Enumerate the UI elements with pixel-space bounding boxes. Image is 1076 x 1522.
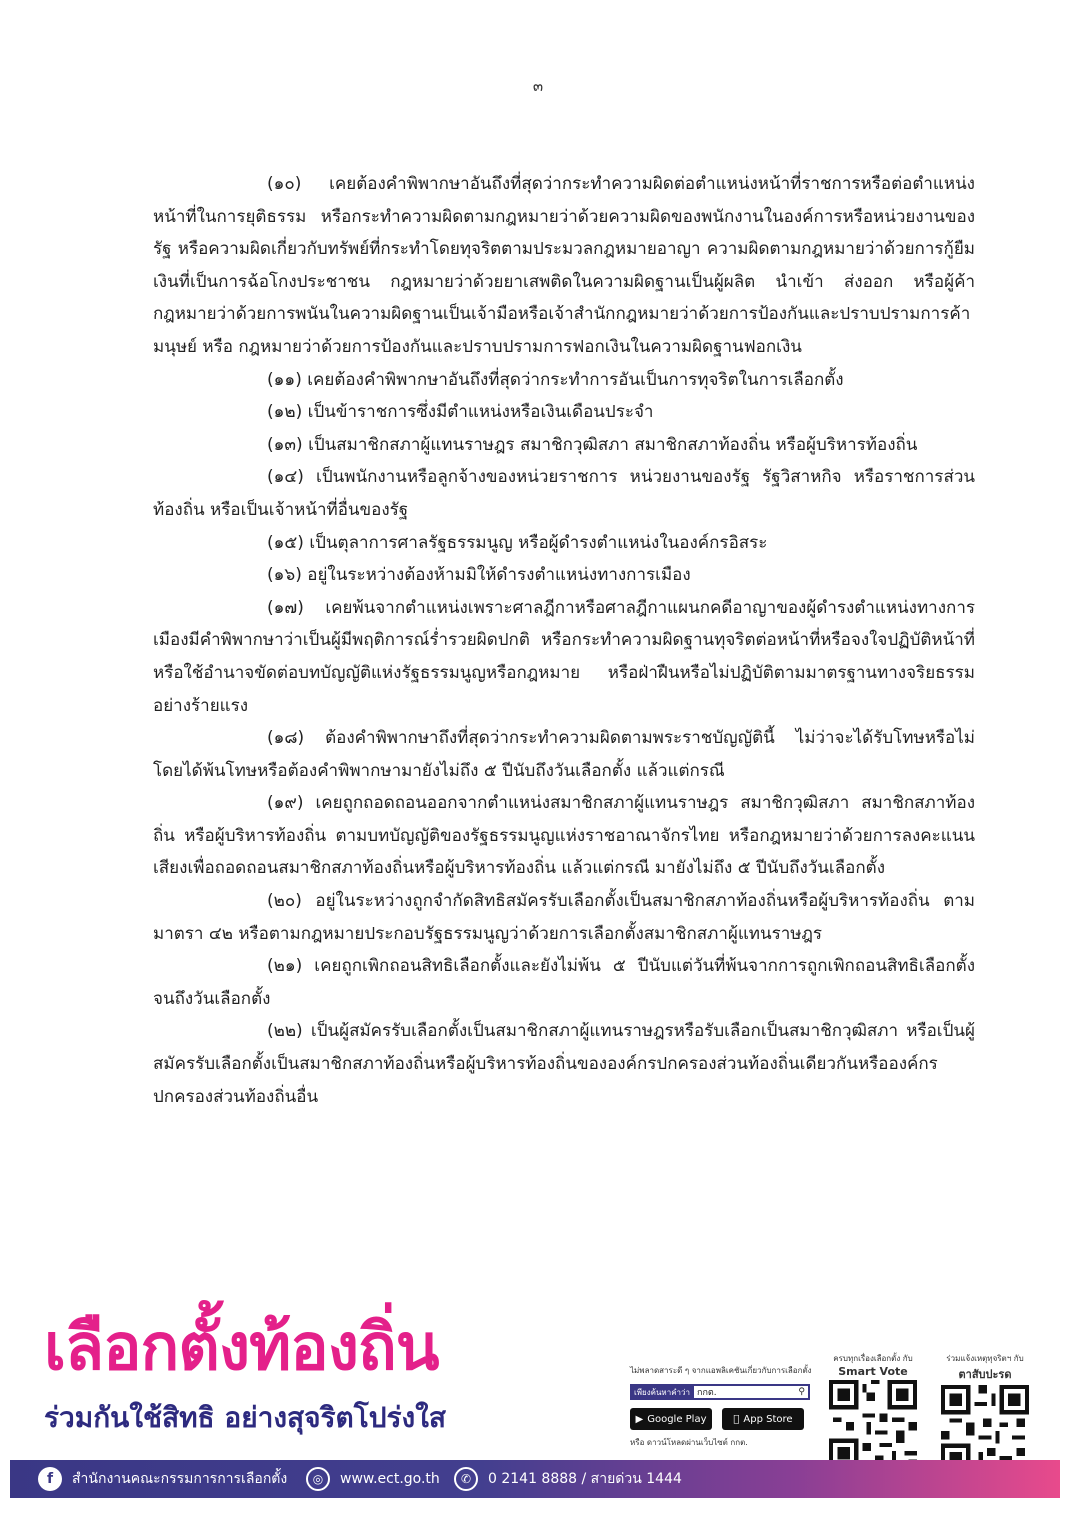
page-number: ๓ bbox=[532, 77, 544, 95]
paragraph-13: (๑๓) เป็นสมาชิกสภาผู้แทนราษฎร สมาชิกวุฒิสภา สมาชิกสภาท้องถิ่น หรือผู้บริหารท้องถิ่น bbox=[267, 434, 918, 455]
paragraph-20: (๒๐) อยู่ในระหว่างถูกจำกัดสิทธิสมัครรับเลือกตั้งเป็นสมาชิกสภาท้องถิ่นหรือผู้บริหารท้องถิ่น ตามมาตรา ๔๒ หรือตามกฎหมายประกอบรัฐธรรมนูญว่าด้วยการเลือกตั้งสมาชิกสภาผู้แทนราษฎร bbox=[153, 891, 975, 944]
app-store-label: App Store bbox=[740, 1413, 790, 1425]
slogan-sub: ร่วมกันใช้สิทธิ อย่างสุจริตโปร่งใส bbox=[44, 1401, 446, 1434]
search-hint bbox=[630, 1384, 810, 1400]
website-url: www.ect.go.th bbox=[340, 1471, 440, 1487]
tasapparod-qr-block bbox=[938, 1352, 1032, 1473]
phone-contact[interactable] bbox=[454, 1466, 682, 1492]
paragraph-10: (๑๐) เคยต้องคำพิพากษาอันถึงที่สุดว่ากระทำความผิดต่อตำแหน่งหน้าที่ราชการหรือต่อตำแหน่งหน้าที่ในการยุติธรรม หรือกระทำความผิดตามกฎหมายว่าด้วยความผิดของพนักงานในองค์การหรือหน่วยงานของรัฐ หรือความผิดเกี่ยวกับทรัพย์ที่กระทำโดยทุจริตตามประมวลกฎหมายอาญา ความผิดตามกฎหมายว่าด้วยการกู้ยืมเงินที่เป็นการฉ้อโกงประชาชน กฎหมายว่าด้วยยาเสพติดในความผิดฐานเป็นผู้ผลิต นำเข้า ส่งออก หรือผู้ค้า กฎหมายว่าด้วยการพนันในความผิดฐานเป็นเจ้ามือหรือเจ้าสำนักกฎหมายว่าด้วยการป้องกันและปราบปรามการค้ามนุษย์ หรือ กฎหมายว่าด้วยการป้องกันและปราบปรามการฟอกเงินในความผิดฐานฟอกเงิน bbox=[153, 174, 975, 357]
google-play-label: Google Play bbox=[647, 1413, 707, 1425]
download-note: หรือ ดาวน์โหลดผ่านเว็บไซต์ กกต. bbox=[630, 1438, 748, 1447]
paragraph-14: (๑๔) เป็นพนักงานหรือลูกจ้างของหน่วยราชการ หน่วยงานของรัฐ รัฐวิสาหกิจ หรือราชการส่วนท้องถิ่น หรือเป็นเจ้าหน้าที่อื่นของรัฐ bbox=[153, 467, 975, 520]
smart-vote-qr-block bbox=[826, 1352, 920, 1468]
apple-icon bbox=[733, 1414, 739, 1425]
paragraph-15: (๑๕) เป็นตุลาการศาลรัฐธรรมนูญ หรือผู้ดำรงตำแหน่งในองค์กรอิสระ bbox=[267, 532, 768, 553]
facebook-icon: f bbox=[38, 1467, 62, 1491]
smart-vote-caption: ครบทุกเรื่องเลือกตั้ง กับ bbox=[833, 1354, 913, 1363]
phone-number: 0 2141 8888 / สายด่วน 1444 bbox=[488, 1471, 682, 1487]
play-icon: ▶ bbox=[635, 1413, 644, 1425]
search-label: เพียงค้นหาคำว่า bbox=[634, 1387, 691, 1397]
paragraph-16: (๑๖) อยู่ในระหว่างต้องห้ามมิให้ดำรงตำแหน่งทางการเมือง bbox=[267, 565, 691, 586]
contact-bar bbox=[10, 1460, 1060, 1498]
paragraph-18: (๑๘) ต้องคำพิพากษาถึงที่สุดว่ากระทำความผิดตามพระราชบัญญัตินี้ ไม่ว่าจะได้รับโทษหรือไม่ โดยได้พ้นโทษหรือต้องคำพิพากษามายังไม่ถึง ๕ ปีนับถึงวันเลือกตั้ง แล้วแต่กรณี bbox=[153, 728, 975, 781]
app-store-badge[interactable] bbox=[722, 1408, 804, 1430]
globe-icon: ◎ bbox=[306, 1467, 330, 1491]
slogan-main: เลือกตั้งท้องถิ่น bbox=[44, 1311, 439, 1385]
website-contact[interactable] bbox=[306, 1466, 440, 1492]
tasapparod-title: ตาสับปะรด bbox=[958, 1368, 1012, 1381]
smart-vote-qr-code[interactable] bbox=[829, 1380, 917, 1468]
search-icon: ⚲ bbox=[798, 1387, 805, 1397]
paragraph-22: (๒๒) เป็นผู้สมัครรับเลือกตั้งเป็นสมาชิกสภาผู้แทนราษฎรหรือรับเลือกเป็นสมาชิกวุฒิสภา หรือเป็นผู้สมัครรับเลือกตั้งเป็นสมาชิกสภาท้องถิ่นหรือผู้บริหารท้องถิ่นขององค์กรปกครองส่วนท้องถิ่นเดียวกันหรือองค์กรปกครองส่วนท้องถิ่นอื่น bbox=[153, 1021, 975, 1107]
facebook-contact[interactable] bbox=[38, 1466, 287, 1492]
paragraph-19: (๑๙) เคยถูกถอดถอนออกจากตำแหน่งสมาชิกสภาผู้แทนราษฎร สมาชิกวุฒิสภา สมาชิกสภาท้องถิ่น หรือผู้บริหารท้องถิ่น ตามบทบัญญัติของรัฐธรรมนูญแห่งราชอาณาจักรไทย หรือกฎหมายว่าด้วยการลงคะแนนเสียงเพื่อถอดถอนสมาชิกสภาท้องถิ่นหรือผู้บริหารท้องถิ่น แล้วแต่กรณี มายังไม่ถึง ๕ ปีนับถึงวันเลือกตั้ง bbox=[153, 793, 975, 879]
campaign-footer bbox=[0, 1290, 1076, 1522]
app-download-panel bbox=[630, 1364, 810, 1450]
tasapparod-caption: ร่วมแจ้งเหตุทุจริตฯ กับ bbox=[946, 1354, 1024, 1363]
document-body bbox=[153, 168, 975, 1113]
smart-vote-title: Smart Vote bbox=[838, 1365, 908, 1378]
search-box bbox=[694, 1386, 808, 1398]
paragraph-11: (๑๑) เคยต้องคำพิพากษาอันถึงที่สุดว่ากระทำการอันเป็นการทุจริตในการเลือกตั้ง bbox=[267, 369, 844, 390]
paragraph-12: (๑๒) เป็นข้าราชการซึ่งมีตำแหน่งหรือเงินเดือนประจำ bbox=[267, 402, 654, 423]
paragraph-21: (๒๑) เคยถูกเพิกถอนสิทธิเลือกตั้งและยังไม่พ้น ๕ ปีนับแต่วันที่พ้นจากการถูกเพิกถอนสิทธิเลือกตั้งจนถึงวันเลือกตั้ง bbox=[153, 956, 975, 1009]
google-play-badge[interactable] bbox=[630, 1408, 712, 1430]
phone-icon: ✆ bbox=[454, 1467, 478, 1491]
search-value: กกต. bbox=[697, 1388, 717, 1398]
paragraph-17: (๑๗) เคยพ้นจากตำแหน่งเพราะศาลฎีกาหรือศาลฎีกาแผนกคดีอาญาของผู้ดำรงตำแหน่งทางการเมืองมีคำพิพากษาว่าเป็นผู้มีพฤติการณ์ร่ำรวยผิดปกติ หรือกระทำความผิดฐานทุจริตต่อหน้าที่หรือจงใจปฏิบัติหน้าที่หรือใช้อำนาจขัดต่อบทบัญญัติแห่งรัฐธรรมนูญหรือกฎหมาย หรือฝ่าฝืนหรือไม่ปฏิบัติตามมาตรฐานทางจริยธรรมอย่างร้ายแรง bbox=[153, 597, 975, 716]
app-intro-text: ไม่พลาดสาระดี ๆ จากแอพลิเคชันเกี่ยวกับการเลือกตั้ง bbox=[630, 1366, 812, 1375]
org-name: สำนักงานคณะกรรมการการเลือกตั้ง bbox=[72, 1471, 288, 1487]
